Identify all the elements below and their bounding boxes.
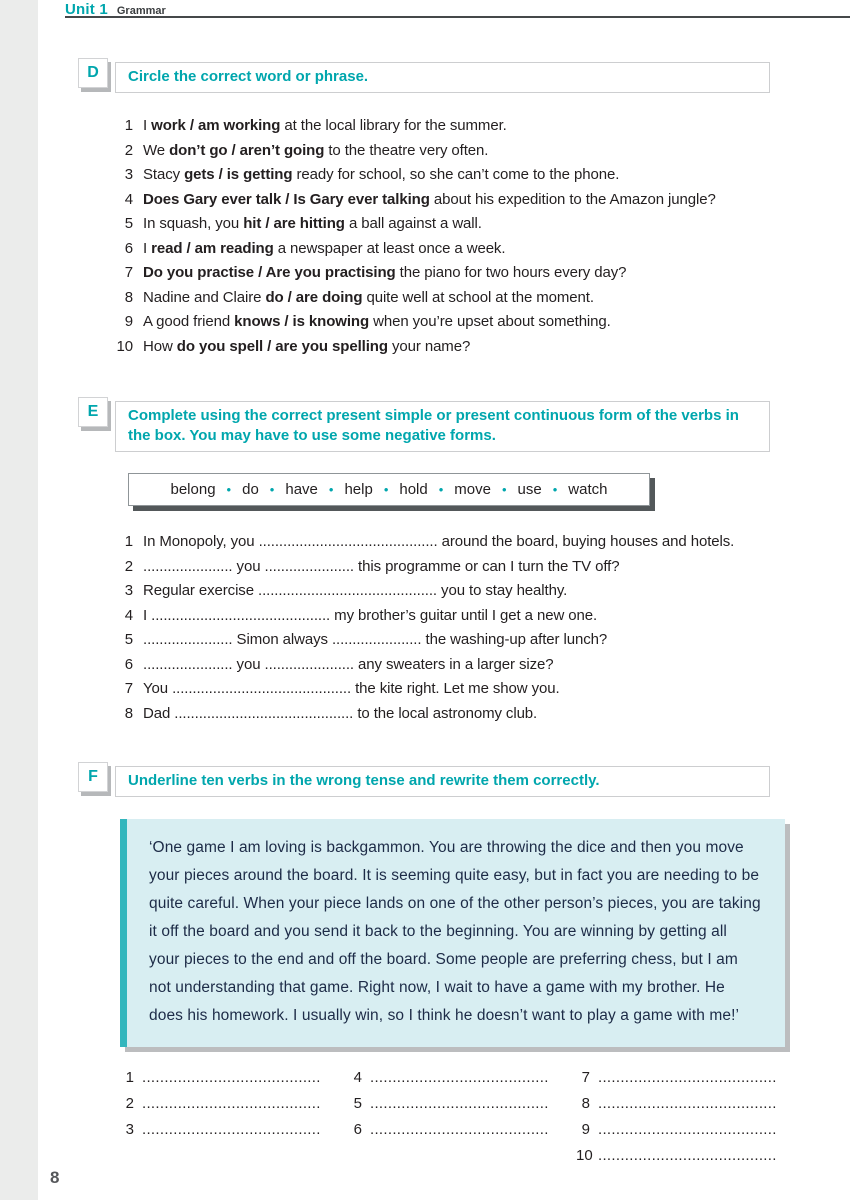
- item-text: ...................... you ...................... this programme or can I turn the TV off?: [143, 557, 620, 575]
- item-text: ...................... you ...................... any sweaters in a larger size?: [143, 655, 554, 673]
- word-option: belong: [170, 481, 216, 498]
- item-number: 5: [124, 215, 133, 232]
- answer-line: ........................................: [142, 1095, 321, 1112]
- item-number: 4: [124, 190, 133, 208]
- exercise-item: [65, 261, 850, 286]
- choice-options: Do you practise / Are you practising: [143, 264, 396, 281]
- answer-number: 5: [353, 1095, 362, 1112]
- answer-line: ........................................: [370, 1095, 549, 1112]
- answer-number: 7: [581, 1069, 590, 1086]
- item-number: 6: [124, 655, 133, 673]
- item-text: We don’t go / aren’t going to the theatre very often.: [143, 141, 489, 159]
- exercise-item: [65, 628, 850, 653]
- passage-box: [120, 819, 785, 1047]
- section-letter-badge: D: [78, 58, 108, 88]
- exercise-item: [65, 212, 850, 237]
- answer-column: [348, 1065, 576, 1169]
- word-option: move: [454, 481, 491, 498]
- choice-options: work / am working: [151, 117, 281, 134]
- item-number: 9: [124, 313, 133, 330]
- exercise-item: [65, 579, 850, 604]
- section-e-header: [78, 397, 850, 452]
- answer-row: [348, 1065, 576, 1091]
- section-letter-badge: F: [78, 762, 108, 792]
- section-e: [65, 397, 850, 726]
- exercise-item: [65, 188, 850, 213]
- answer-line: ........................................: [370, 1069, 549, 1086]
- answer-row: [120, 1117, 348, 1143]
- section-f-title: Underline ten verbs in the wrong tense and rewrite them correctly.: [115, 766, 770, 797]
- word-box: [128, 473, 650, 506]
- exercise-item: [65, 653, 850, 678]
- answer-row: [576, 1143, 804, 1169]
- bullet-separator: •: [552, 482, 558, 497]
- answer-number: 3: [125, 1121, 134, 1138]
- exercise-item: [65, 163, 850, 188]
- answer-column: [576, 1065, 804, 1169]
- exercise-item: [65, 677, 850, 702]
- item-text: Does Gary ever talk / Is Gary ever talking about his expedition to the Amazon jungle?: [143, 190, 716, 208]
- passage-text: ‘One game I am loving is backgammon. You are throwing the dice and then you move your pieces around the board. It is seeming quite easy, but in fact you are needing to be quite careful. When your piece lands on one of the other person’s pieces, you are taking it off the board and you send it back to the beginning. You are winning by getting all your pieces to the end and off the board. Some people are preferring chess, but I am not understanding that game. Right now, I wait to have a game with my brother. He does his homework. I usually win, so I think he doesn’t want to play a game with me!’: [149, 839, 761, 1024]
- section-d-items: [65, 114, 850, 359]
- answer-row: [348, 1091, 576, 1117]
- page-margin-strip: [0, 0, 38, 1200]
- item-text: In Monopoly, you ............................................ around the board, buying houses and hotels.: [143, 533, 735, 550]
- answer-line: ........................................: [370, 1121, 549, 1138]
- exercise-item: [65, 335, 850, 360]
- section-e-title: Complete using the correct present simple or present continuous form of the verbs in the box. You may have to use some negative forms.: [115, 401, 770, 452]
- exercise-item: [65, 286, 850, 311]
- answer-row: [576, 1065, 804, 1091]
- choice-options: don’t go / aren’t going: [169, 141, 325, 159]
- item-number: 10: [116, 337, 133, 355]
- item-text: I work / am working at the local library for the summer.: [143, 117, 507, 134]
- answer-row: [348, 1117, 576, 1143]
- exercise-item: [65, 114, 850, 139]
- choice-options: do you spell / are you spelling: [176, 337, 388, 355]
- page-content: [65, 0, 850, 1169]
- section-d: [65, 58, 850, 359]
- item-number: 2: [124, 141, 133, 159]
- bullet-separator: •: [328, 482, 334, 497]
- item-number: 8: [124, 704, 133, 722]
- exercise-item: [65, 310, 850, 335]
- answer-number: 6: [353, 1121, 362, 1138]
- answer-grid: [120, 1065, 850, 1169]
- word-option: help: [344, 481, 373, 498]
- answer-number: 10: [576, 1147, 593, 1164]
- answer-number: 9: [581, 1121, 590, 1138]
- answer-column: [120, 1065, 348, 1169]
- answer-number: 2: [125, 1095, 134, 1112]
- item-text: I ............................................ my brother’s guitar until I get a new one.: [143, 606, 598, 624]
- item-text: Nadine and Claire do / are doing quite well at school at the moment.: [143, 288, 594, 306]
- item-number: 1: [124, 533, 133, 550]
- item-number: 3: [124, 166, 133, 183]
- choice-options: hit / are hitting: [243, 215, 345, 232]
- item-number: 2: [124, 557, 133, 575]
- answer-number: 4: [353, 1069, 362, 1086]
- choice-options: Does Gary ever talk / Is Gary ever talking: [143, 190, 430, 208]
- exercise-item: [65, 237, 850, 262]
- answer-line: ........................................: [142, 1069, 321, 1086]
- word-option: have: [285, 481, 318, 498]
- item-text: Regular exercise ............................................ you to stay healthy.: [143, 582, 568, 599]
- section-letter-badge: E: [78, 397, 108, 427]
- item-text: I read / am reading a newspaper at least once a week.: [143, 239, 506, 257]
- answer-number: 1: [125, 1069, 134, 1086]
- item-text: In squash, you hit / are hitting a ball against a wall.: [143, 215, 482, 232]
- word-option: use: [517, 481, 542, 498]
- section-d-title: Circle the correct word or phrase.: [115, 62, 770, 93]
- choice-options: knows / is knowing: [234, 313, 370, 330]
- item-text: You ............................................ the kite right. Let me show you.: [143, 680, 560, 697]
- section-f-header: [78, 762, 850, 797]
- answer-line: ........................................: [598, 1147, 777, 1164]
- item-number: 7: [124, 680, 133, 697]
- item-text: A good friend knows / is knowing when you’re upset about something.: [143, 313, 611, 330]
- answer-row: [576, 1117, 804, 1143]
- exercise-item: [65, 604, 850, 629]
- exercise-item: [65, 555, 850, 580]
- answer-row: [120, 1091, 348, 1117]
- choice-options: gets / is getting: [184, 166, 293, 183]
- answer-row: [120, 1065, 348, 1091]
- item-text: ...................... Simon always ...................... the washing-up after lunch?: [143, 631, 608, 648]
- section-f: [65, 762, 850, 1169]
- unit-label: Unit 1: [65, 1, 108, 18]
- bullet-separator: •: [226, 482, 232, 497]
- item-text: Do you practise / Are you practising the piano for two hours every day?: [143, 264, 627, 281]
- answer-line: ........................................: [598, 1095, 777, 1112]
- answer-row: [576, 1091, 804, 1117]
- word-option: do: [242, 481, 259, 498]
- section-d-header: [78, 58, 850, 93]
- page-header: [65, 0, 850, 18]
- item-number: 4: [124, 606, 133, 624]
- answer-line: ........................................: [598, 1069, 777, 1086]
- answer-line: ........................................: [142, 1121, 321, 1138]
- word-option: hold: [399, 481, 428, 498]
- answer-line: ........................................: [598, 1121, 777, 1138]
- page-number: 8: [50, 1168, 60, 1187]
- exercise-item: [65, 702, 850, 727]
- item-text: Stacy gets / is getting ready for school, so she can’t come to the phone.: [143, 166, 620, 183]
- word-option: watch: [568, 481, 608, 498]
- bullet-separator: •: [383, 482, 389, 497]
- choice-options: do / are doing: [265, 288, 363, 306]
- item-text: How do you spell / are you spelling your name?: [143, 337, 471, 355]
- exercise-item: [65, 530, 850, 555]
- exercise-item: [65, 139, 850, 164]
- bullet-separator: •: [269, 482, 275, 497]
- item-number: 6: [124, 239, 133, 257]
- item-number: 7: [124, 264, 133, 281]
- subject-label: Grammar: [116, 5, 166, 17]
- item-number: 1: [124, 117, 133, 134]
- answer-number: 8: [581, 1095, 590, 1112]
- item-text: Dad ............................................ to the local astronomy club.: [143, 704, 538, 722]
- bullet-separator: •: [438, 482, 444, 497]
- item-number: 3: [124, 582, 133, 599]
- item-number: 8: [124, 288, 133, 306]
- choice-options: read / am reading: [151, 239, 274, 257]
- item-number: 5: [124, 631, 133, 648]
- section-e-items: [65, 530, 850, 726]
- bullet-separator: •: [501, 482, 507, 497]
